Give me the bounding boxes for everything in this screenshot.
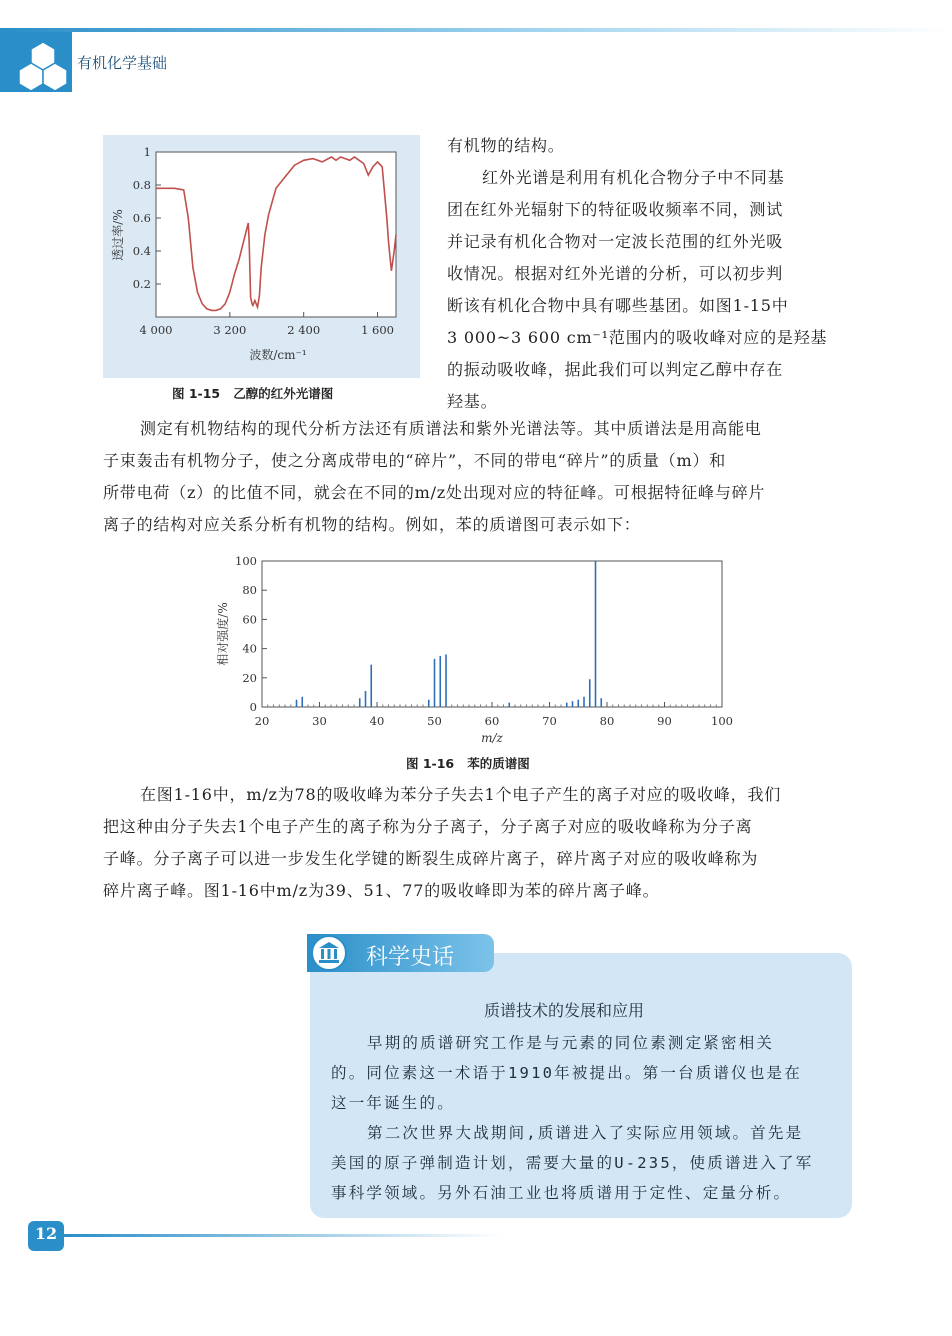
ir-plot-area	[156, 152, 396, 317]
ms-x-tick-label: 80	[599, 714, 615, 728]
ir-y-tick-label: 0.2	[132, 277, 151, 291]
ms-y-tick-label: 0	[249, 700, 257, 714]
ir-caption	[172, 384, 333, 402]
history-line: 美国的原子弹制造计划，需要大量的U-235，使质谱进入了军	[331, 1154, 814, 1172]
ir-x-tick-label: 1 600	[361, 323, 395, 337]
text-line: 子束轰击有机物分子，使之分离成带电的“碎片”，不同的带电“碎片”的质量（m）和	[103, 451, 727, 470]
ir-y-tick-label: 0.6	[132, 211, 151, 225]
header-gradient-bar	[0, 28, 952, 32]
ir-y-axis-label: 透过率/%	[111, 209, 125, 261]
text-line: 在图1-16中，m/z为78的吸收峰为苯分子失去1个电子产生的离子对应的吸收峰，我们	[140, 785, 782, 804]
text-line: 子峰。分子离子可以进一步发生化学键的断裂生成碎片离子，碎片离子对应的吸收峰称为	[103, 849, 759, 868]
history-line: 这一年诞生的。	[331, 1094, 455, 1112]
page-number: 12	[34, 1224, 58, 1243]
ms-caption	[406, 754, 530, 772]
ms-chart	[205, 550, 745, 750]
text-line: 所带电荷（z）的比值不同，就会在不同的m/z处出现对应的特征峰。可根据特征峰与碎片	[103, 483, 766, 502]
ir-x-tick-label: 3 200	[213, 323, 247, 337]
ir-chart	[103, 135, 420, 378]
ms-x-axis-label: m/z	[481, 731, 503, 745]
ms-y-tick-label: 20	[242, 670, 257, 685]
text-line: 的振动吸收峰，据此我们可以判定乙醇中存在	[447, 360, 784, 379]
ms-x-tick-label: 40	[369, 714, 385, 728]
ms-caption-number: 图 1-16	[406, 756, 455, 771]
ir-caption-text: 乙醇的红外光谱图	[233, 386, 334, 401]
ir-x-axis-label: 波数/cm⁻¹	[249, 348, 307, 362]
ms-caption-text: 苯的质谱图	[467, 756, 530, 771]
ms-plot-area	[262, 561, 722, 707]
ms-y-tick-label: 60	[242, 612, 257, 627]
history-line: 早期的质谱研究工作是与元素的同位素测定紧密相关	[367, 1034, 775, 1052]
text-line: 羟基。	[447, 392, 498, 411]
text-line: 团在红外光辐射下的特征吸收频率不同，测试	[447, 200, 784, 219]
ms-x-tick-label: 60	[484, 714, 500, 728]
text-line: 红外光谱是利用有机化合物分子中不同基	[482, 168, 785, 187]
text-line: 并记录有机化合物对一定波长范围的红外光吸	[447, 232, 784, 251]
text-line: 把这种由分子失去1个电子产生的离子称为分子离子，分子离子对应的吸收峰称为分子离	[103, 817, 753, 836]
text-line: 测定有机物结构的现代分析方法还有质谱法和紫外光谱法等。其中质谱法是用高能电	[140, 419, 762, 438]
ir-x-tick-label: 4 000	[139, 323, 173, 337]
history-line: 的。同位素这一术语于1910年被提出。第一台质谱仪也是在	[331, 1064, 802, 1082]
ms-y-axis-label: 相对强度/%	[216, 602, 230, 666]
ir-y-tick-label: 0.4	[132, 244, 151, 258]
text-line: 3 000~3 600 cm⁻¹范围内的吸收峰对应的是羟基	[447, 328, 828, 347]
ms-x-tick-label: 50	[427, 714, 442, 728]
ir-y-tick-label: 1	[143, 145, 151, 159]
text-line: 断该有机化合物中具有哪些基团。如图1-15中	[447, 296, 789, 315]
text-line: 有机物的结构。	[447, 136, 565, 155]
history-line: 事科学领域。另外石油工业也将质谱用于定性、定量分析。	[331, 1184, 792, 1202]
history-tab-label: 科学史话	[366, 945, 455, 970]
ir-caption-number: 图 1-15	[172, 386, 221, 401]
ms-x-tick-label: 70	[542, 714, 557, 728]
ms-x-tick-label: 100	[711, 714, 733, 728]
text-line: 碎片离子峰。图1-16中m/z为39、51、77的吸收峰即为苯的碎片离子峰。	[103, 881, 660, 900]
ms-x-tick-label: 90	[657, 714, 672, 728]
ms-y-tick-label: 100	[235, 554, 257, 568]
ms-y-tick-label: 80	[242, 583, 257, 598]
ms-y-tick-label: 40	[242, 641, 257, 656]
ir-x-tick-label: 2 400	[287, 323, 321, 337]
hexagon-logo-icon	[12, 40, 74, 92]
page-number-line	[64, 1234, 504, 1237]
ms-x-tick-label: 20	[254, 714, 270, 728]
history-line: 第二次世界大战期间,质谱进入了实际应用领域。首先是	[367, 1124, 804, 1142]
museum-icon	[310, 934, 348, 972]
ms-x-tick-label: 30	[312, 714, 327, 728]
ir-y-tick-label: 0.8	[132, 178, 151, 192]
text-line: 离子的结构对应关系分析有机物的结构。例如，苯的质谱图可表示如下：	[103, 515, 641, 534]
text-line: 收情况。根据对红外光谱的分析，可以初步判	[447, 264, 784, 283]
header-title: 有机化学基础	[77, 54, 168, 72]
history-title: 质谱技术的发展和应用	[484, 1001, 645, 1020]
